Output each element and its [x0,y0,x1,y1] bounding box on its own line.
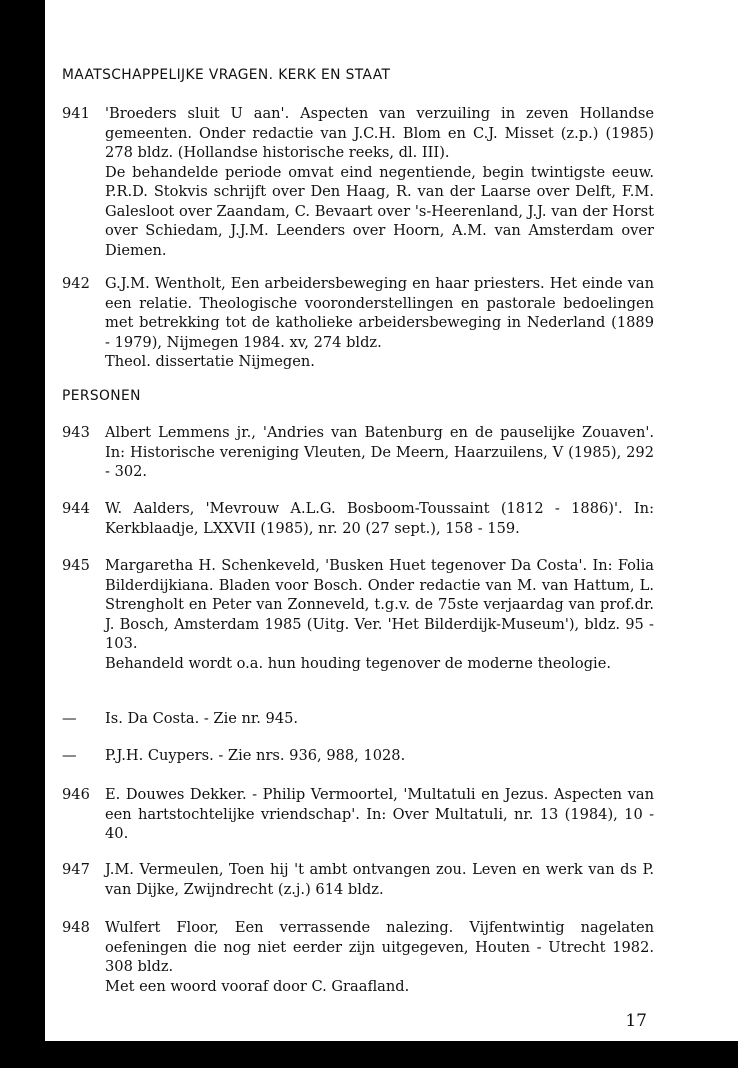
entry-941 [62,104,654,260]
entry-number: 942 [62,275,90,292]
entry-note: Theol. dissertatie Nijmegen. [105,353,315,370]
entry-947 [62,860,654,899]
entry-text: E. Douwes Dekker. - Philip Vermoortel, 'Multatuli en Jezus. Aspecten van een hartstochtelijke vriendschap'. In: Over Multatuli, nr. 13 (1984), 10 - 40. [105,786,654,842]
entry-text: Margaretha H. Schenkeveld, 'Busken Huet tegenover Da Costa'. In: Folia Bilderdijkiana. Bladen voor Bosch. Onder redactie van M. van Hattum, L. Strengholt en Peter van Zonneveld, t.g.v. de 75ste verjaardag van prof.dr. J. Bosch, Amsterdam 1985 (Uitg. Ver. 'Het Bilderdijk-Museum'), bldz. 95 - 103. [105,557,654,652]
entry-number: 946 [62,786,90,803]
entry-dash: — [62,747,77,764]
entry-942 [62,274,654,372]
entry-dash: — [62,710,77,727]
cross-reference-da-costa [62,709,654,729]
entry-note: Behandeld wordt o.a. hun houding tegenover de moderne theologie. [105,654,611,672]
entry-text: J.M. Vermeulen, Toen hij 't ambt ontvangen zou. Leven en werk van ds P. van Dijke, Zwijndrecht (z.j.) 614 bldz. [105,861,654,898]
entry-text: Albert Lemmens jr., 'Andries van Batenburg en de pauselijke Zouaven'. In: Historische vereniging Vleuten, De Meern, Haarzuilens, V (1985), 292 - 302. [105,424,654,480]
entry-943 [62,423,654,482]
entry-text: P.J.H. Cuypers. - Zie nrs. 936, 988, 1028. [105,747,406,764]
entry-945 [62,556,654,673]
entry-number: 944 [62,500,90,517]
entry-note: Met een woord vooraf door C. Graafland. [105,977,410,995]
entry-text: Wulfert Floor, Een verrassende nalezing. Vijfentwintig nagelaten oefeningen die nog niet eerder zijn uitgegeven, Houten - Utrecht 1982. 308 bldz. [105,919,654,975]
entry-text: W. Aalders, 'Mevrouw A.L.G. Bosboom-Toussaint (1812 - 1886)'. In: Kerkblaadje, LXXVII (1985), nr. 20 (27 sept.), 158 - 159. [105,500,654,537]
entry-text: Is. Da Costa. - Zie nr. 945. [105,710,299,727]
document-page [62,0,662,1040]
page-number: 17 [625,1011,647,1031]
entry-948 [62,918,654,996]
entry-number: 947 [62,861,90,878]
entry-number: 948 [62,919,90,936]
entry-number: 941 [62,105,90,122]
entry-number: 945 [62,557,90,574]
entry-944 [62,499,654,538]
entry-946 [62,785,654,844]
scan-border-left [0,0,45,1068]
section-heading-personen: PERSONEN [62,388,141,404]
entry-text: 'Broeders sluit U aan'. Aspecten van verzuiling in zeven Hollandse gemeenten. Onder redactie van J.C.H. Blom en C.J. Misset (z.p.) (1985) 278 bldz. (Hollandse historische reeks, dl. III). [105,105,654,161]
entry-number: 943 [62,424,90,441]
entry-note: De behandelde periode omvat eind negentiende, begin twintigste eeuw. P.R.D. Stokvis schrijft over Den Haag, R. van der Laarse over Delft, F.M. Galesloot over Zaandam, C. Bevaart over 's-Heerenland, J.J. van der Horst over Schiedam, J.J.M. Leenders over Hoorn, A.M. van Amsterdam over Diemen. [105,163,654,259]
section-heading-maatschappelijke: MAATSCHAPPELIJKE VRAGEN. KERK EN STAAT [62,67,391,83]
cross-reference-cuypers [62,746,654,766]
scan-border-bottom [0,1041,738,1068]
entry-text: G.J.M. Wentholt, Een arbeidersbeweging en haar priesters. Het einde van een relatie. Theologische vooronderstellingen en pastorale bedoelingen met betrekking tot de katholieke arbeidersbeweging in Nederland (1889 - 1979), Nijmegen 1984. xv, 274 bldz. [105,275,654,351]
